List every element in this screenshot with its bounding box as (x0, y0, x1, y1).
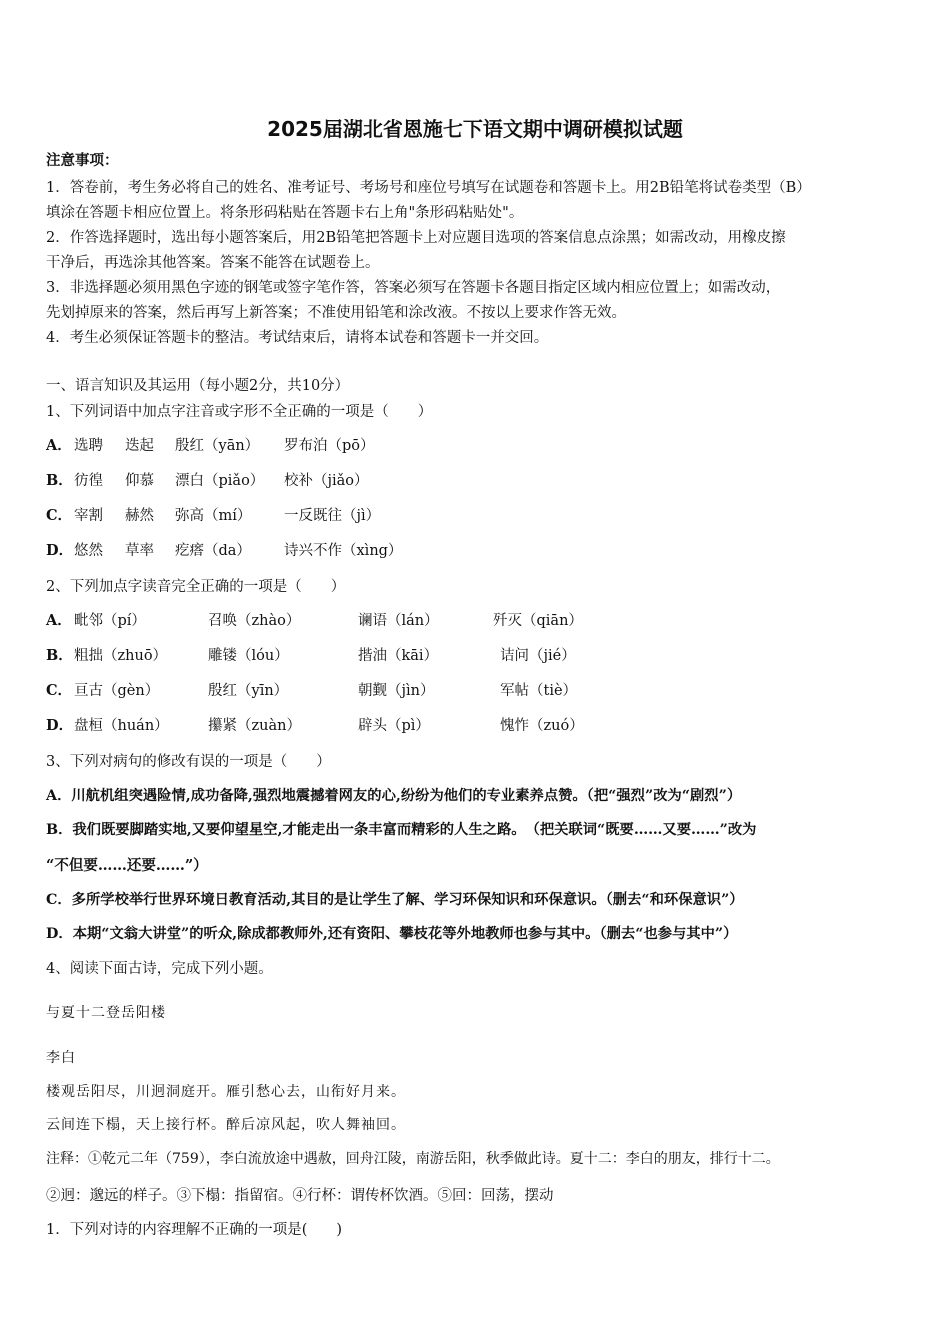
option-item: 攥紧（zuàn） (208, 718, 301, 734)
option-item: 雕镂（lóu） (208, 648, 289, 664)
poem-verse: 楼观岳阳尽，川迥洞庭开。雁引愁心去，山衔好月来。 (46, 1084, 406, 1100)
option-item: 仰慕 (125, 473, 154, 489)
option-item: 辟头（pì） (358, 718, 430, 734)
option-item: 迭起 (125, 438, 154, 454)
notice-heading: 注意事项： (46, 152, 119, 169)
q3-option-a: A．川航机组突遇险情,成功备降,强烈地震撼着网友的心,纷纷为他们的专业素养点赞。（把“强烈”改为“剧烈”） (46, 788, 742, 804)
notice-line: 2．作答选择题时，选出每小题答案后，用2B铅笔把答题卡上对应题目选项的答案信息点涂黑；如需改动，用橡皮擦 (46, 230, 786, 246)
option-item: 疙瘩（da） (175, 543, 251, 559)
question-3-stem: 3、下列对病句的修改有误的一项是（ ） (46, 754, 331, 770)
option-label: D． (46, 542, 74, 559)
option-item: 弥高（mí） (175, 508, 252, 524)
option-item: 宰割 (74, 508, 103, 524)
notice-line: 填涂在答题卡相应位置上。将条形码粘贴在答题卡右上角"条形码粘贴处"。 (46, 205, 524, 221)
option-item: 殷红（yīn） (208, 683, 289, 699)
option-item: 选聘 (74, 438, 103, 454)
option-item: 漂白（piǎo） (175, 473, 265, 489)
option-item: 校补（jiǎo） (284, 473, 369, 489)
page-title: 2025届湖北省恩施七下语文期中调研模拟试题 (267, 117, 683, 141)
option-item: 一反既往（jì） (284, 508, 381, 524)
option-item: 召唤（zhào） (208, 613, 301, 629)
poem-note: 注释：①乾元二年（759），李白流放途中遇赦，回舟江陵，南游岳阳，秋季做此诗。夏十二：李白的朋友，排行十二。 (46, 1151, 780, 1167)
poem-title: 与夏十二登岳阳楼 (46, 1005, 166, 1021)
option-item: 毗邻（pí） (74, 613, 146, 629)
notice-line: 4．考生必须保证答题卡的整洁。考试结束后，请将本试卷和答题卡一并交回。 (46, 330, 549, 346)
question-4-sub-1: 1．下列对诗的内容理解不正确的一项是( ) (46, 1222, 343, 1238)
q3-option-c: C．多所学校举行世界环境日教育活动,其目的是让学生了解、学习环保知识和环保意识。（删去“和环保意识”） (46, 892, 744, 908)
poem-note: ②迥：邈远的样子。③下榻：指留宿。④行杯：谓传杯饮酒。⑤回：回荡，摆动 (46, 1188, 554, 1204)
option-item: 愧怍（zuó） (500, 718, 584, 734)
question-4-stem: 4、阅读下面古诗，完成下列小题。 (46, 961, 273, 977)
option-label: D． (46, 717, 74, 734)
option-item: 彷徨 (74, 473, 103, 489)
q3-option-d: D．本期“文翁大讲堂”的听众,除成都教师外,还有资阳、攀枝花等外地教师也参与其中。（删去“也参与其中”） (46, 926, 738, 942)
option-item: 朝觐（jìn） (358, 683, 435, 699)
option-label: C． (46, 507, 73, 524)
q3-option-b: B．我们既要脚踏实地,又要仰望星空,才能走出一条丰富而精彩的人生之路。 （把关联词“既要……又要……”改为 (46, 822, 757, 838)
notice-line: 1．答卷前，考生务必将自己的姓名、准考证号、考场号和座位号填写在试题卷和答题卡上。用2B铅笔将试卷类型（B） (46, 180, 811, 196)
question-1-stem: 1、下列词语中加点字注音或字形不全正确的一项是（ ） (46, 404, 433, 420)
question-2-stem: 2、下列加点字读音完全正确的一项是（ ） (46, 579, 346, 595)
option-item: 亘古（gèn） (74, 683, 160, 699)
option-item: 诘问（jié） (500, 648, 576, 664)
option-item: 殷红（yān） (175, 438, 260, 454)
option-label: A． (46, 437, 72, 454)
option-item: 诗兴不作（xìng） (284, 543, 403, 559)
option-item: 军帖（tiè） (500, 683, 578, 699)
option-item: 揩油（kāi） (358, 648, 439, 664)
section-heading: 一、语言知识及其运用（每小题2分，共10分） (46, 378, 350, 394)
notice-line: 先划掉原来的答案，然后再写上新答案；不准使用铅笔和涂改液。不按以上要求作答无效。 (46, 305, 626, 321)
option-label: B． (46, 647, 73, 664)
option-item: 粗拙（zhuō） (74, 648, 168, 664)
option-item: 悠然 (74, 543, 103, 559)
option-label: A． (46, 612, 72, 629)
poem-author: 李白 (46, 1050, 76, 1066)
option-item: 谰语（lán） (358, 613, 439, 629)
option-item: 歼灭（qiān） (493, 613, 583, 629)
q3-option-b-cont: “不但要……还要……”） (46, 857, 208, 874)
option-label: B． (46, 472, 73, 489)
option-item: 草率 (125, 543, 154, 559)
notice-line: 干净后，再选涂其他答案。答案不能答在试题卷上。 (46, 255, 380, 271)
option-item: 赫然 (125, 508, 154, 524)
poem-verse: 云间连下榻，天上接行杯。醉后凉风起，吹人舞袖回。 (46, 1117, 406, 1133)
option-item: 罗布泊（pō） (284, 438, 375, 454)
notice-line: 3．非选择题必须用黑色字迹的钢笔或签字笔作答，答案必须写在答题卡各题目指定区域内相应位置上；如需改动， (46, 280, 781, 296)
option-item: 盘桓（huán） (74, 718, 169, 734)
option-label: C． (46, 682, 73, 699)
